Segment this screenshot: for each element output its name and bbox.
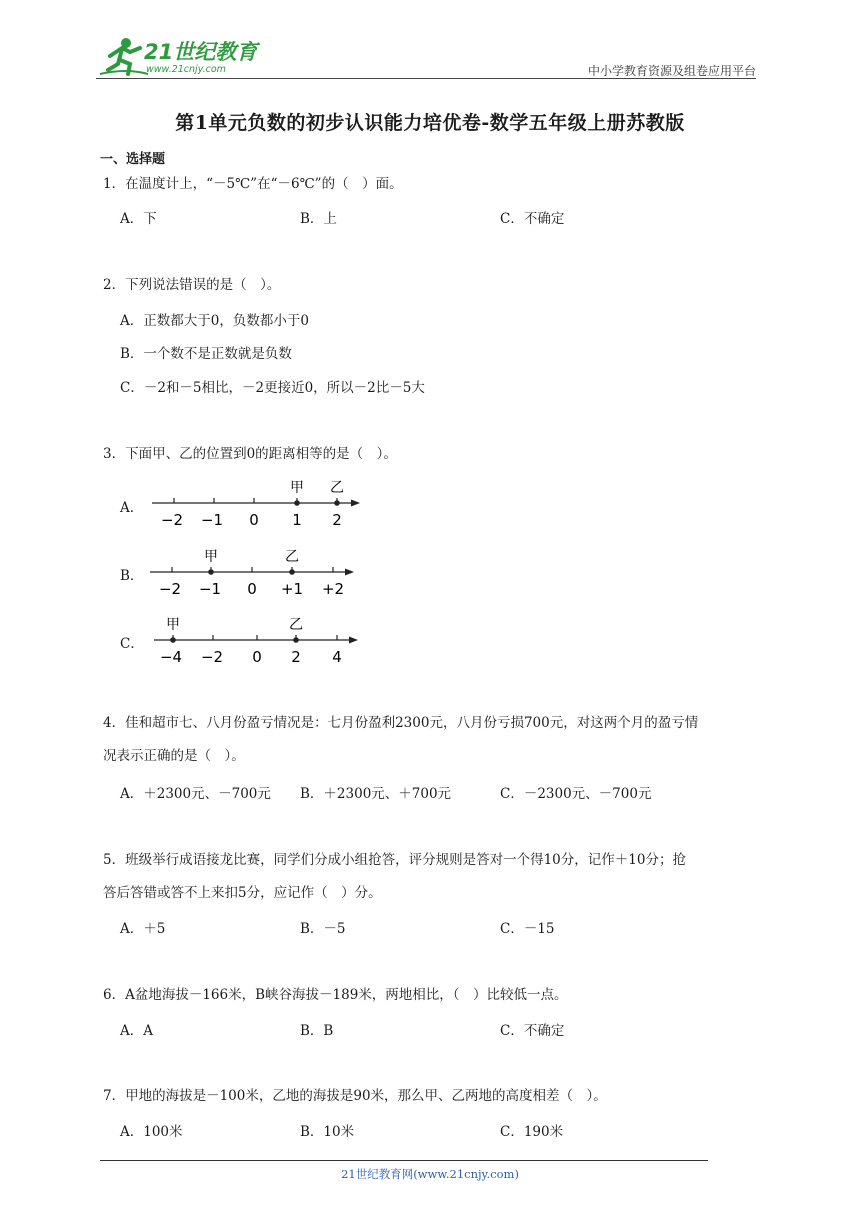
question-3-stem: 3．下面甲、乙的位置到0的距离相等的是（ ）。 [103,446,397,462]
tick-label: +1 [280,580,304,598]
question-1-option-b[interactable]: B．上 [300,211,337,227]
point-jia [170,637,176,643]
header-divider [96,78,756,79]
question-3-option-a[interactable]: A． [120,500,144,516]
question-6-option-a[interactable]: A．A [120,1023,153,1039]
question-5-option-c[interactable]: C．－15 [500,921,555,937]
tick-label: 2 [332,511,342,529]
tick-label: 0 [252,648,262,666]
tick-label: +2 [321,580,345,598]
question-4-stem-line-1: 4．佳和超市七、八月份盈亏情况是：七月份盈利2300元，八月份亏损700元，对这两个月的盈亏情 [103,715,699,731]
point-yi [289,569,295,575]
tick-label: 1 [292,511,302,529]
question-6-stem: 6．A盆地海拔－166米，B峡谷海拔－189米，两地相比，（ ）比较低一点。 [103,987,568,1003]
question-4-option-b[interactable]: B．＋2300元、＋700元 [300,786,452,802]
point-yi [293,637,299,643]
number-line-a [140,474,370,532]
tick-label: −4 [159,648,183,666]
mark-label: 甲 [290,480,304,496]
tick-label: −1 [200,511,224,529]
footer-divider [100,1160,708,1161]
question-4-option-c[interactable]: C．－2300元、－700元 [500,786,652,802]
point-yi [334,500,340,506]
section-heading: 一、选择题 [100,152,166,167]
question-5-option-a[interactable]: A．＋5 [120,921,166,937]
question-5-stem-line-1: 5．班级举行成语接龙比赛，同学们分成小组抢答，评分规则是答对一个得10分，记作＋10分；抢 [103,852,686,868]
number-line-c [140,610,370,668]
page-title: 第1单元负数的初步认识能力培优卷-数学五年级上册苏教版 [175,112,685,134]
mark-label: 乙 [285,549,299,565]
question-1-option-a[interactable]: A．下 [120,211,157,227]
point-jia [294,500,300,506]
mark-label: 乙 [289,617,303,633]
footer-link[interactable]: 21世纪教育网(www.21cnjy.com) [341,1167,519,1181]
tick-label: −2 [200,648,224,666]
tick-label: −2 [158,580,182,598]
question-5-stem-line-2: 答后答错或答不上来扣5分，应记作（ ）分。 [103,885,382,901]
tick-label: 4 [332,648,342,666]
question-2-stem: 2．下列说法错误的是（ ）。 [103,277,281,293]
question-2-option-b[interactable]: B．一个数不是正数就是负数 [120,346,292,362]
tick-label: −2 [160,511,184,529]
brand-name: 21世纪教育 [144,40,258,64]
tick-label: −1 [198,580,222,598]
question-4-option-a[interactable]: A．＋2300元、－700元 [120,786,271,802]
mark-label: 乙 [330,480,344,496]
point-jia [208,569,214,575]
tick-label: 0 [247,580,257,598]
question-7-stem: 7．甲地的海拔是－100米，乙地的海拔是90米，那么甲、乙两地的高度相差（ ）。 [103,1088,607,1104]
question-3-option-b[interactable]: B． [120,568,144,584]
question-2-option-a[interactable]: A．正数都大于0，负数都小于0 [120,313,309,329]
question-6-option-c[interactable]: C．不确定 [500,1023,565,1039]
mark-label: 甲 [166,617,180,633]
question-6-option-b[interactable]: B．B [300,1023,334,1039]
question-2-option-c[interactable]: C．－2和－5相比，－2更接近0，所以－2比－5大 [120,380,425,396]
tick-label: 0 [249,511,259,529]
question-7-option-c[interactable]: C．190米 [500,1124,564,1140]
tick-label: 2 [291,648,301,666]
number-line-b [140,542,370,600]
question-4-stem-line-2: 况表示正确的是（ ）。 [103,748,245,764]
logo [96,34,266,80]
question-1-option-c[interactable]: C．不确定 [500,211,565,227]
question-3-option-c[interactable]: C． [120,636,144,652]
question-1-stem: 1．在温度计上，“－5℃”在“－6℃”的（ ）面。 [103,176,403,192]
mark-label: 甲 [204,549,218,565]
question-5-option-b[interactable]: B．－5 [300,921,346,937]
brand-url: www.21cnjy.com [146,64,226,75]
platform-name: 中小学教育资源及组卷应用平台 [587,64,756,78]
question-7-option-a[interactable]: A．100米 [120,1124,183,1140]
question-7-option-b[interactable]: B．10米 [300,1124,355,1140]
